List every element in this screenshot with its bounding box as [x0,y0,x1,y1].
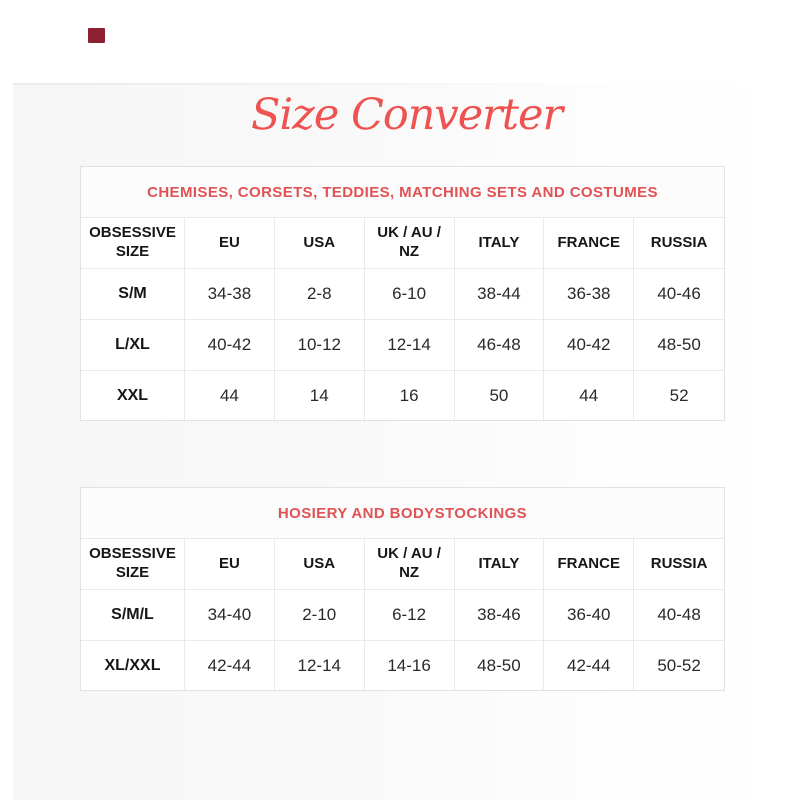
header-row [81,539,724,590]
size-value-cell: 6-10 [365,269,455,319]
column-header: EU [185,539,275,589]
size-value-cell: 46-48 [455,320,545,370]
size-value-cell: 52 [669,385,689,405]
size-value-cell: 38-44 [455,269,545,319]
corner-accent-mark [88,28,105,43]
size-value-cell: 34-38 [185,269,275,319]
size-value-cell: 48-50 [455,641,545,690]
row-size-label: S/M/L [81,590,185,640]
table-caption: HOSIERY AND BODYSTOCKINGS [81,488,724,539]
size-value-cell: 40-48 [657,605,701,625]
column-header: FRANCE [544,218,634,268]
column-header: FRANCE [544,539,634,589]
size-value-cell: 40-42 [185,320,275,370]
size-table-chemises [80,166,725,421]
panel-top-shadow [13,83,573,85]
size-value-cell: 40-46 [657,284,701,304]
column-header: RUSSIA [650,233,708,251]
size-value-cell: 48-50 [657,335,701,355]
size-value-cell: 40-42 [544,320,634,370]
column-header: RUSSIA [650,554,708,572]
column-header: OBSESSIVE SIZE [81,539,185,589]
row-size-label: S/M [81,269,185,319]
size-value-cell: 14-16 [365,641,455,690]
column-header: EU [185,218,275,268]
size-value-cell: 2-8 [275,269,365,319]
table-row [81,371,724,420]
size-value-cell: 16 [365,371,455,420]
header-row [81,218,724,269]
size-table-hosiery [80,487,725,691]
size-value-cell: 36-38 [544,269,634,319]
table-row [81,320,724,371]
page-title: Size Converter [250,90,563,140]
column-header: USA [275,218,365,268]
column-header: ITALY [455,539,545,589]
size-value-cell: 2-10 [275,590,365,640]
size-value-cell: 50-52 [657,655,701,675]
column-header: UK / AU / NZ [365,218,455,268]
size-value-cell: 6-12 [365,590,455,640]
column-header: USA [275,539,365,589]
column-header: ITALY [455,218,545,268]
size-value-cell: 10-12 [275,320,365,370]
size-value-cell: 12-14 [365,320,455,370]
table-row [81,641,724,690]
row-size-label: XXL [81,371,185,420]
size-value-cell: 44 [544,371,634,420]
size-value-cell: 42-44 [185,641,275,690]
size-value-cell: 38-46 [455,590,545,640]
table-row [81,269,724,320]
size-value-cell: 14 [275,371,365,420]
size-value-cell: 44 [185,371,275,420]
size-value-cell: 36-40 [544,590,634,640]
row-size-label: XL/XXL [81,641,185,690]
row-size-label: L/XL [81,320,185,370]
size-value-cell: 12-14 [275,641,365,690]
size-value-cell: 50 [455,371,545,420]
content-panel [13,83,800,800]
column-header: UK / AU / NZ [365,539,455,589]
column-header: OBSESSIVE SIZE [81,218,185,268]
table-caption: CHEMISES, CORSETS, TEDDIES, MATCHING SETS AND COSTUMES [81,167,724,218]
size-value-cell: 34-40 [185,590,275,640]
table-row [81,590,724,641]
size-value-cell: 42-44 [544,641,634,690]
